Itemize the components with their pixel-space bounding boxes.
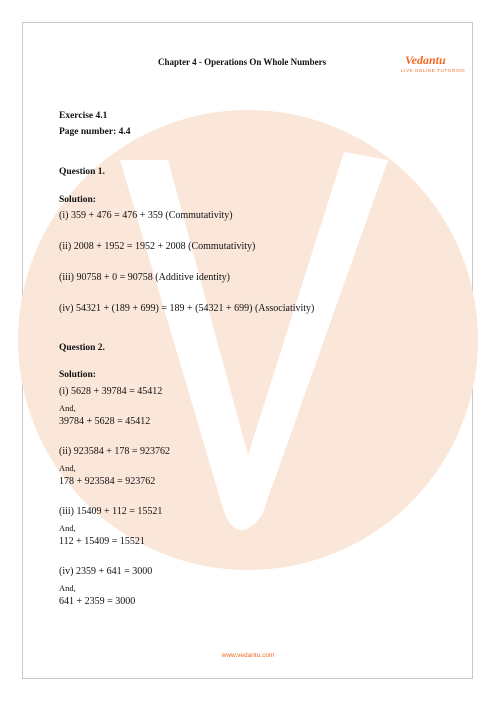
footer-url[interactable]: www.vedantu.com [221,652,275,659]
question-2-title: Question 2. [59,343,105,353]
page-number: Page number: 4.4 [59,127,131,137]
q1-line-i: (i) 359 + 476 = 476 + 359 (Commutativity) [59,210,233,221]
q2-line-ii-b: 178 + 923584 = 923762 [59,476,156,487]
question-1-solution-label: Solution: [59,195,96,205]
q2-line-ii: (ii) 923584 + 178 = 923762 [59,446,170,457]
logo-tagline: LIVE ONLINE TUTORING [401,68,466,73]
q2-line-i-b: 39784 + 5628 = 45412 [59,416,151,427]
q2-line-iv-b: 641 + 2359 = 3000 [59,596,136,607]
question-2-solution-label: Solution: [59,370,96,380]
question-1-title: Question 1. [59,167,105,177]
logo-wordmark: Vedantu [405,53,446,67]
chapter-title: Chapter 4 - Operations On Whole Numbers [158,57,327,67]
q2-line-iii: (iii) 15409 + 112 = 15521 [59,506,163,517]
exercise-title: Exercise 4.1 [59,111,108,121]
q2-and-3: And, [59,523,76,533]
q2-line-iii-b: 112 + 15409 = 15521 [59,536,145,547]
q1-line-iii: (iii) 90758 + 0 = 90758 (Additive identity) [59,272,230,283]
q2-and-4: And, [59,583,76,593]
q2-and-1: And, [59,403,76,413]
q2-line-iv: (iv) 2359 + 641 = 3000 [59,566,153,577]
vedantu-logo [397,53,466,75]
q1-line-iv: (iv) 54321 + (189 + 699) = 189 + (54321 + 699) (Associativity) [59,303,315,314]
q1-line-ii: (ii) 2008 + 1952 = 1952 + 2008 (Commutativity) [59,241,256,252]
q2-line-i: (i) 5628 + 39784 = 45412 [59,386,163,397]
q2-and-2: And, [59,463,76,473]
